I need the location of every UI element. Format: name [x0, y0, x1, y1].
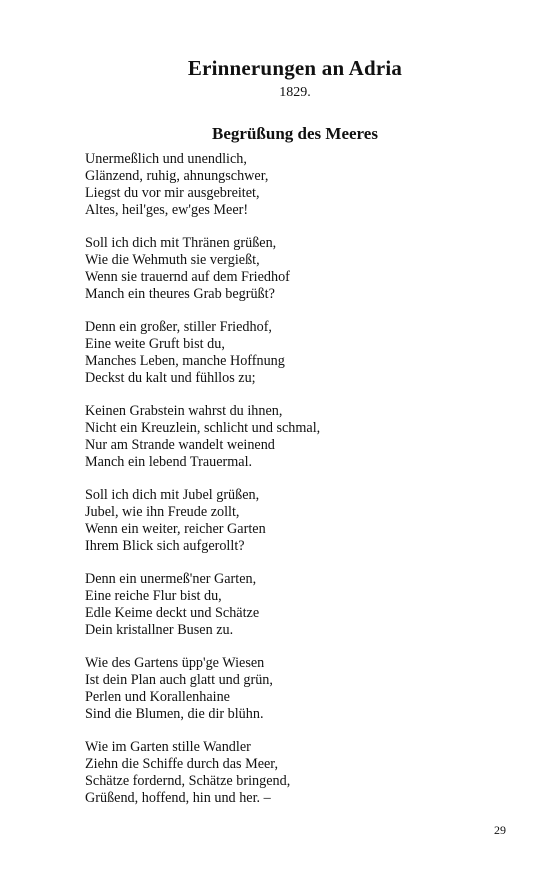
poem-line: Manch ein lebend Trauermal.: [85, 454, 253, 470]
poem-line: Wie die Wehmuth sie vergießt,: [85, 252, 260, 268]
stanza: [85, 487, 525, 555]
poem-line: Wie des Gartens üpp'ge Wiesen: [85, 655, 265, 671]
stanza: [85, 403, 525, 471]
poem-line: Soll ich dich mit Jubel grüßen,: [85, 487, 260, 503]
poem-subtitle: Begrüßung des Meeres: [212, 124, 378, 143]
poem-line: Nur am Strande wandelt weinend: [85, 437, 275, 453]
poem-line: Glänzend, ruhig, ahnungschwer,: [85, 168, 269, 184]
poem-line: Grüßend, hoffend, hin und her. –: [85, 790, 271, 806]
poem-year: 1829.: [279, 85, 311, 100]
poem-line: Ist dein Plan auch glatt und grün,: [85, 672, 273, 688]
poem-line: Denn ein großer, stiller Friedhof,: [85, 319, 272, 335]
poem-line: Sind die Blumen, die dir blühn.: [85, 706, 264, 722]
poem-body: [85, 151, 525, 823]
poem-line: Jubel, wie ihn Freude zollt,: [85, 504, 240, 520]
poem-line: Wenn ein weiter, reicher Garten: [85, 521, 266, 537]
stanza: [85, 739, 525, 807]
poem-line: Liegst du vor mir ausgebreitet,: [85, 185, 260, 201]
poem-line: Altes, heil'ges, ew'ges Meer!: [85, 202, 249, 218]
poem-line: Ihrem Blick sich aufgerollt?: [85, 538, 245, 554]
poem-line: Edle Keime deckt und Schätze: [85, 605, 260, 621]
page-number: 29: [494, 823, 506, 837]
stanza: [85, 655, 525, 723]
poem-line: Denn ein unermeß'ner Garten,: [85, 571, 257, 587]
poem-line: Perlen und Korallenhaine: [85, 689, 230, 705]
poem-line: Dein kristallner Busen zu.: [85, 622, 234, 638]
poem-line: Manches Leben, manche Hoffnung: [85, 353, 285, 369]
stanza: [85, 319, 525, 387]
poem-line: Deckst du kalt und fühllos zu;: [85, 370, 256, 386]
poem-line: Wenn sie trauernd auf dem Friedhof: [85, 269, 290, 285]
poem-line: Nicht ein Kreuzlein, schlicht und schmal,: [85, 420, 321, 436]
stanza: [85, 151, 525, 219]
stanza: [85, 235, 525, 303]
stanza: [85, 571, 525, 639]
poem-line: Eine weite Gruft bist du,: [85, 336, 225, 352]
poem-line: Soll ich dich mit Thränen grüßen,: [85, 235, 277, 251]
poem-line: Wie im Garten stille Wandler: [85, 739, 251, 755]
poem-line: Schätze fordernd, Schätze bringend,: [85, 773, 291, 789]
poem-line: Keinen Grabstein wahrst du ihnen,: [85, 403, 283, 419]
poem-line: Manch ein theures Grab begrüßt?: [85, 286, 275, 302]
poem-line: Eine reiche Flur bist du,: [85, 588, 222, 604]
poem-line: Unermeßlich und unendlich,: [85, 151, 247, 167]
poem-line: Ziehn die Schiffe durch das Meer,: [85, 756, 278, 772]
page-title: Erinnerungen an Adria: [187, 56, 403, 80]
